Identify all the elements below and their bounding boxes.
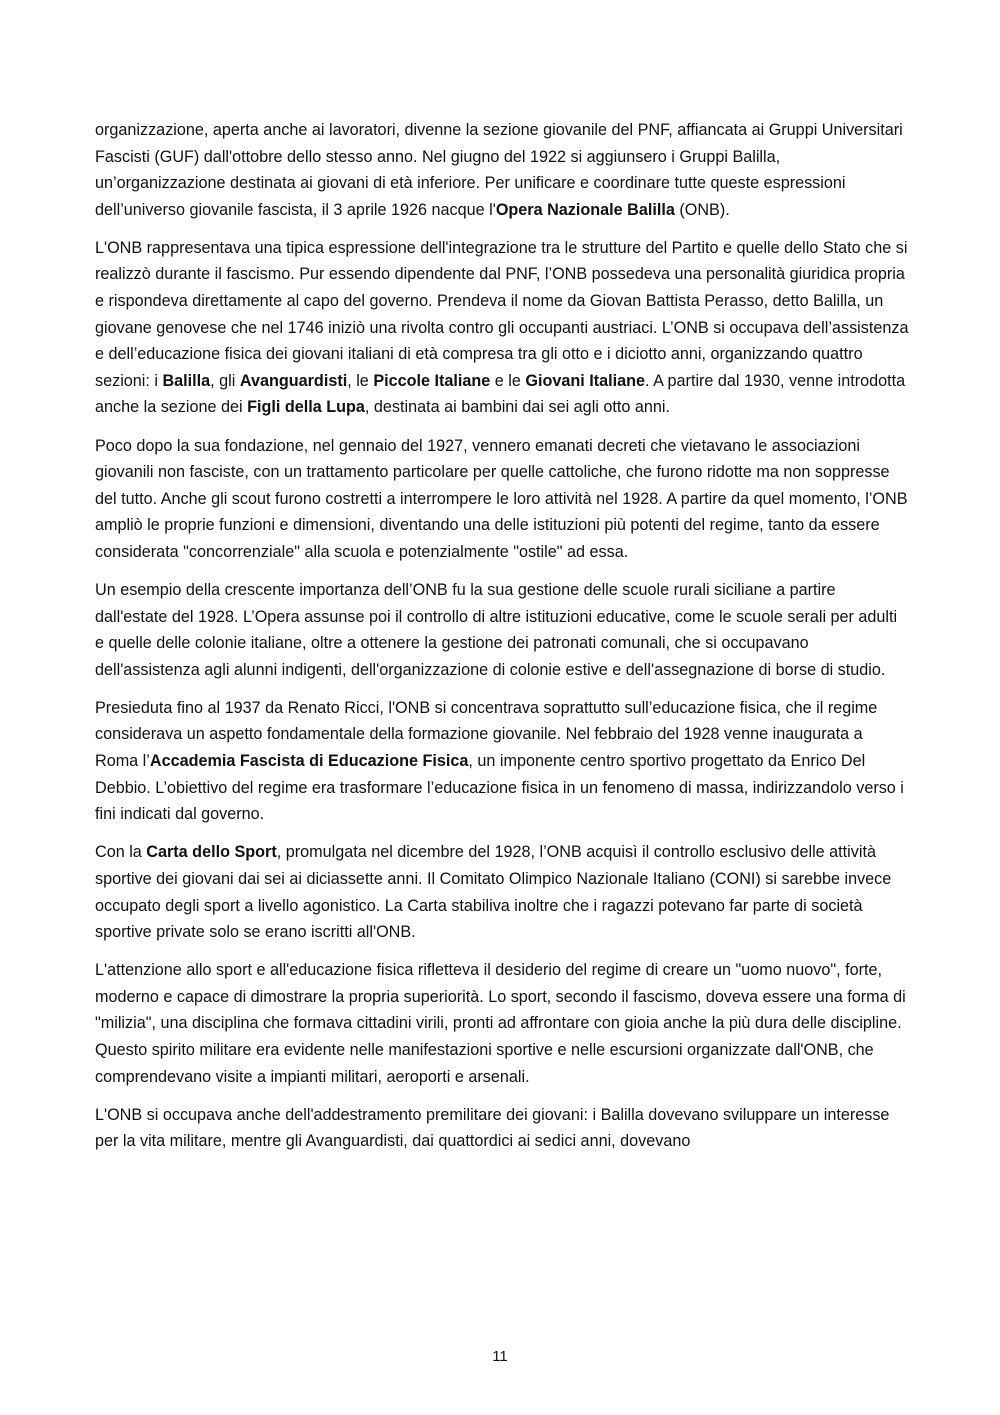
paragraph-4 xyxy=(95,577,910,683)
text-run: Poco dopo la sua fondazione, nel gennaio del 1927, vennero emanati decreti che vietavano le associazioni giovanili non fasciste, con un trattamento particolare per quelle cattoliche, che furono ridotte ma non soppresse del tutto. Anche gli scout furono costretti a interrompere le loro attività nel 1928. A partire da quel momento, l’ONB ampliò le proprie funzioni e dimensioni, diventando una delle istituzioni più potenti del regime, tanto da essere considerata "concorrenziale" alla scuola e potenzialmente "ostile" ad essa. xyxy=(95,436,908,561)
text-run: , gli xyxy=(210,371,240,390)
paragraph-7 xyxy=(95,957,910,1090)
bold-term: Carta dello Sport xyxy=(146,843,277,862)
bold-term: Opera Nazionale Balilla xyxy=(495,200,675,219)
bold-term: Balilla xyxy=(162,371,211,390)
text-run: , un imponente centro sportivo progettato da Enrico Del Debbio. L’obiettivo del regime era trasformare l’educazione fisica in un fenomeno di massa, indirizzandolo verso i fini indicati dal governo. xyxy=(95,752,904,824)
bold-term: Giovani Italiane xyxy=(525,371,646,390)
bold-term: Piccole Italiane xyxy=(373,371,491,390)
text-run: organizzazione, aperta anche ai lavoratori, divenne la sezione giovanile del PNF, affiancata ai Gruppi Universitari Fascisti (GUF) dall'ottobre dello stesso anno. Nel giugno del 1922 si aggiunsero i Gruppi Balilla, un’organizzazione destinata ai giovani di età inferiore. Per unificare e coordinare tutte queste espressioni dell’universo giovanile fascista, il 3 aprile 1926 nacque l' xyxy=(95,121,903,219)
bold-term: Accademia Fascista di Educazione Fisica xyxy=(149,752,469,771)
page-number: 11 xyxy=(492,1348,508,1365)
text-run: L'ONB rappresentava una tipica espressione dell'integrazione tra le strutture del Partito e quelle dello Stato che si realizzò durante il fascismo. Pur essendo dipendente dal PNF, l’ONB possedeva una personalità giuridica propria e rispondeva direttamente al capo del governo. Prendeva il nome da Giovan Battista Perasso, detto Balilla, un giovane genovese che nel 1746 iniziò una rivolta contro gli occupanti austriaci. L’ONB si occupava dell’assistenza e dell’educazione fisica dei giovani italiani di età compresa tra gli otto e i diciotto anni, organizzando quattro sezioni: i xyxy=(95,238,909,390)
text-run: Un esempio della crescente importanza dell’ONB fu la sua gestione delle scuole rurali siciliane a partire dall'estate del 1928. L’Opera assunse poi il controllo di altre istituzioni educative, come le scuole serali per adulti e quelle delle colonie italiane, oltre a ottenere la gestione dei patronati comunali, che si occupavano dell'assistenza agli alunni indigenti, dell'organizzazione di colonie estive e dell'assegnazione di borse di studio. xyxy=(95,581,898,679)
text-run: e le xyxy=(490,371,526,390)
text-run: , promulgata nel dicembre del 1928, l’ONB acquisì il controllo esclusivo delle attività sportive dei giovani dai sei ai diciassette anni. Il Comitato Olimpico Nazionale Italiano (CONI) si sarebbe invece occupato degli sport a livello agonistico. La Carta stabiliva inoltre che i ragazzi potevano far parte di società sportive private solo se erano iscritti all'ONB. xyxy=(95,843,892,942)
paragraph-6 xyxy=(95,839,910,945)
text-run: , le xyxy=(347,371,374,390)
paragraph-3 xyxy=(95,433,910,566)
text-run: (ONB). xyxy=(674,200,730,219)
text-run: Presieduta fino al 1937 da Renato Ricci, l'ONB si concentrava soprattutto sull’educazione fisica, che il regime considerava un aspetto fondamentale della formazione giovanile. Nel febbraio del 1928 venne inaugurata a Roma l’ xyxy=(95,698,878,771)
document-body xyxy=(95,117,910,1166)
text-run: L'attenzione allo sport e all'educazione fisica rifletteva il desiderio del regime di creare un "uomo nuovo", forte, moderno e capace di dimostrare la propria superiorità. Lo sport, secondo il fascismo, doveva essere una forma di "milizia", una disciplina che formava cittadini virili, pronti ad affrontare con gioia anche la più dura delle discipline. Questo spirito militare era evidente nelle manifestazioni sportive e nelle escursioni organizzate dall'ONB, che comprendevano visite a impianti militari, aeroporti e arsenali. xyxy=(95,961,906,1086)
text-run: L'ONB si occupava anche dell'addestramento premilitare dei giovani: i Balilla dovevano sviluppare un interesse per la vita militare, mentre gli Avanguardisti, dai quattordici ai sedici anni, dovevano xyxy=(95,1105,890,1151)
paragraph-2 xyxy=(95,235,910,421)
paragraph-8 xyxy=(95,1102,910,1155)
text-run: Con la xyxy=(95,843,147,862)
paragraph-1 xyxy=(95,117,910,223)
paragraph-5 xyxy=(95,695,910,828)
text-run: , destinata ai bambini dai sei agli otto anni. xyxy=(364,398,670,417)
text-run: . A partire dal 1930, venne introdotta anche la sezione dei xyxy=(95,371,906,417)
bold-term: Avanguardisti xyxy=(239,371,348,390)
bold-term: Figli della Lupa xyxy=(247,398,365,417)
